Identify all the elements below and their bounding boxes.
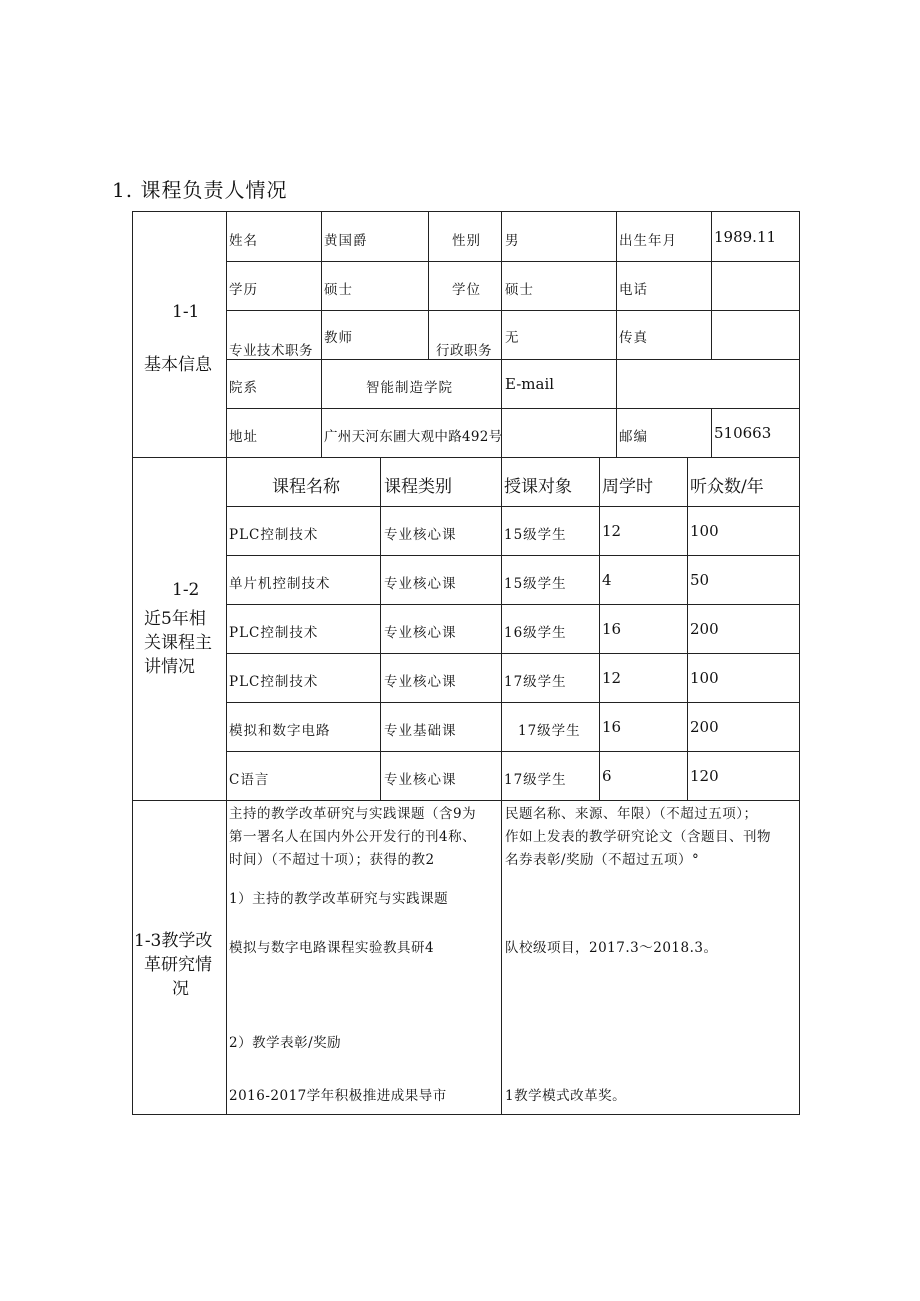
reform-intro-left-3: 时间）（不超过十项）；获得的教2: [229, 852, 435, 868]
section-1-2-label-line3: 讲情况: [144, 657, 195, 677]
course-name: 模拟和数字电路: [229, 723, 331, 739]
admin-position-label: 行政职务: [436, 343, 492, 359]
reform-intro-left-1: 主持的教学改革研究与实践课题（含9为: [229, 806, 477, 822]
reform-item1-left: 模拟与数字电路课程实验教具研4: [229, 940, 435, 956]
reform-item1-heading: 1）主持的教学改革研究与实践课题: [229, 891, 449, 907]
course-name: PLC控制技术: [229, 527, 319, 543]
reform-intro-right-2: 作如上发表的教学研究论文（含题目、刊物: [505, 829, 771, 845]
section-1-3-label-line2: 革研究情: [144, 955, 212, 975]
header-listeners: 听众数/年: [690, 477, 764, 497]
course-audience: 15级学生: [504, 527, 567, 543]
department-label: 院系: [229, 380, 258, 396]
course-name: PLC控制技术: [229, 625, 319, 641]
course-type: 专业核心课: [384, 674, 457, 690]
course-type: 专业核心课: [384, 527, 457, 543]
course-type: 专业核心课: [384, 772, 457, 788]
zip-value: 510663: [714, 424, 772, 442]
fax-label: 传真: [619, 330, 648, 346]
reform-intro-left-2: 第一署名人在国内外公开发行的刊4称、: [229, 829, 477, 845]
address-label: 地址: [229, 429, 258, 445]
course-type: 专业核心课: [384, 576, 457, 592]
course-listeners: 200: [690, 718, 719, 736]
reform-intro-right-3: 名券表彰/奖励（不超过五项）°: [505, 852, 700, 868]
course-audience: 15级学生: [504, 576, 567, 592]
name-label: 姓名: [229, 233, 258, 249]
gender-label: 性别: [452, 233, 481, 249]
email-label: E-mail: [505, 375, 555, 393]
course-listeners: 120: [690, 767, 719, 785]
course-name: C语言: [229, 772, 270, 788]
birth-value: 1989.11: [714, 228, 777, 246]
course-type: 专业核心课: [384, 625, 457, 641]
course-listeners: 100: [690, 669, 719, 687]
section-1-3-label-line1: 1-3教学改: [134, 931, 213, 951]
course-hours: 16: [602, 620, 622, 638]
section-1-1-number: 1-1: [172, 302, 200, 322]
course-hours: 4: [602, 571, 612, 589]
course-hours: 16: [602, 718, 622, 736]
page-title: 1. 课程负责人情况: [112, 178, 288, 202]
reform-item2-right: 1教学模式改革奖。: [505, 1088, 627, 1104]
course-hours: 6: [602, 767, 612, 785]
section-1-2-label-line1: 近5年相: [144, 609, 206, 629]
course-hours: 12: [602, 522, 622, 540]
course-hours: 12: [602, 669, 622, 687]
course-audience: 16级学生: [504, 625, 567, 641]
phone-label: 电话: [619, 282, 648, 298]
degree-value: 硕士: [505, 282, 534, 298]
education-value: 硕士: [324, 282, 353, 298]
header-course-type: 课程类别: [384, 477, 452, 497]
admin-position-value: 无: [505, 330, 520, 346]
header-weekly-hours: 周学时: [602, 477, 653, 497]
header-course-name: 课程名称: [272, 477, 340, 497]
course-name: 单片机控制技术: [229, 576, 331, 592]
reform-item1-right: 队校级项目，2017.3～2018.3。: [505, 940, 718, 956]
zip-label: 邮编: [619, 429, 648, 445]
course-listeners: 50: [690, 571, 710, 589]
gender-value: 男: [505, 233, 520, 249]
reform-intro-right-1: 民题名称、来源、年限）（不超过五项）；: [505, 806, 758, 822]
course-listeners: 100: [690, 522, 719, 540]
course-audience: 17级学生: [518, 723, 581, 739]
course-name: PLC控制技术: [229, 674, 319, 690]
professional-title-label: 专业技术职务: [229, 343, 313, 359]
section-1-2-number: 1-2: [172, 580, 200, 600]
section-1-1-label: 基本信息: [144, 355, 212, 375]
header-audience: 授课对象: [504, 477, 572, 497]
course-audience: 17级学生: [504, 674, 567, 690]
name-value: 黄国爵: [324, 233, 368, 249]
reform-item2-heading: 2）教学表彰/奖励: [229, 1035, 342, 1051]
address-value: 广州天河东圃大观中路492号: [324, 429, 503, 445]
birth-label: 出生年月: [619, 233, 677, 249]
course-audience: 17级学生: [504, 772, 567, 788]
education-label: 学历: [229, 282, 258, 298]
reform-item2-left: 2016-2017学年积极推进成果导市: [229, 1088, 447, 1104]
section-1-2-label-line2: 关课程主: [144, 633, 212, 653]
section-1-3-label-line3: 况: [172, 979, 189, 999]
professional-title-value: 教师: [324, 330, 353, 346]
degree-label: 学位: [452, 282, 481, 298]
course-type: 专业基础课: [384, 723, 457, 739]
course-listeners: 200: [690, 620, 719, 638]
department-value: 智能制造学院: [366, 380, 453, 396]
